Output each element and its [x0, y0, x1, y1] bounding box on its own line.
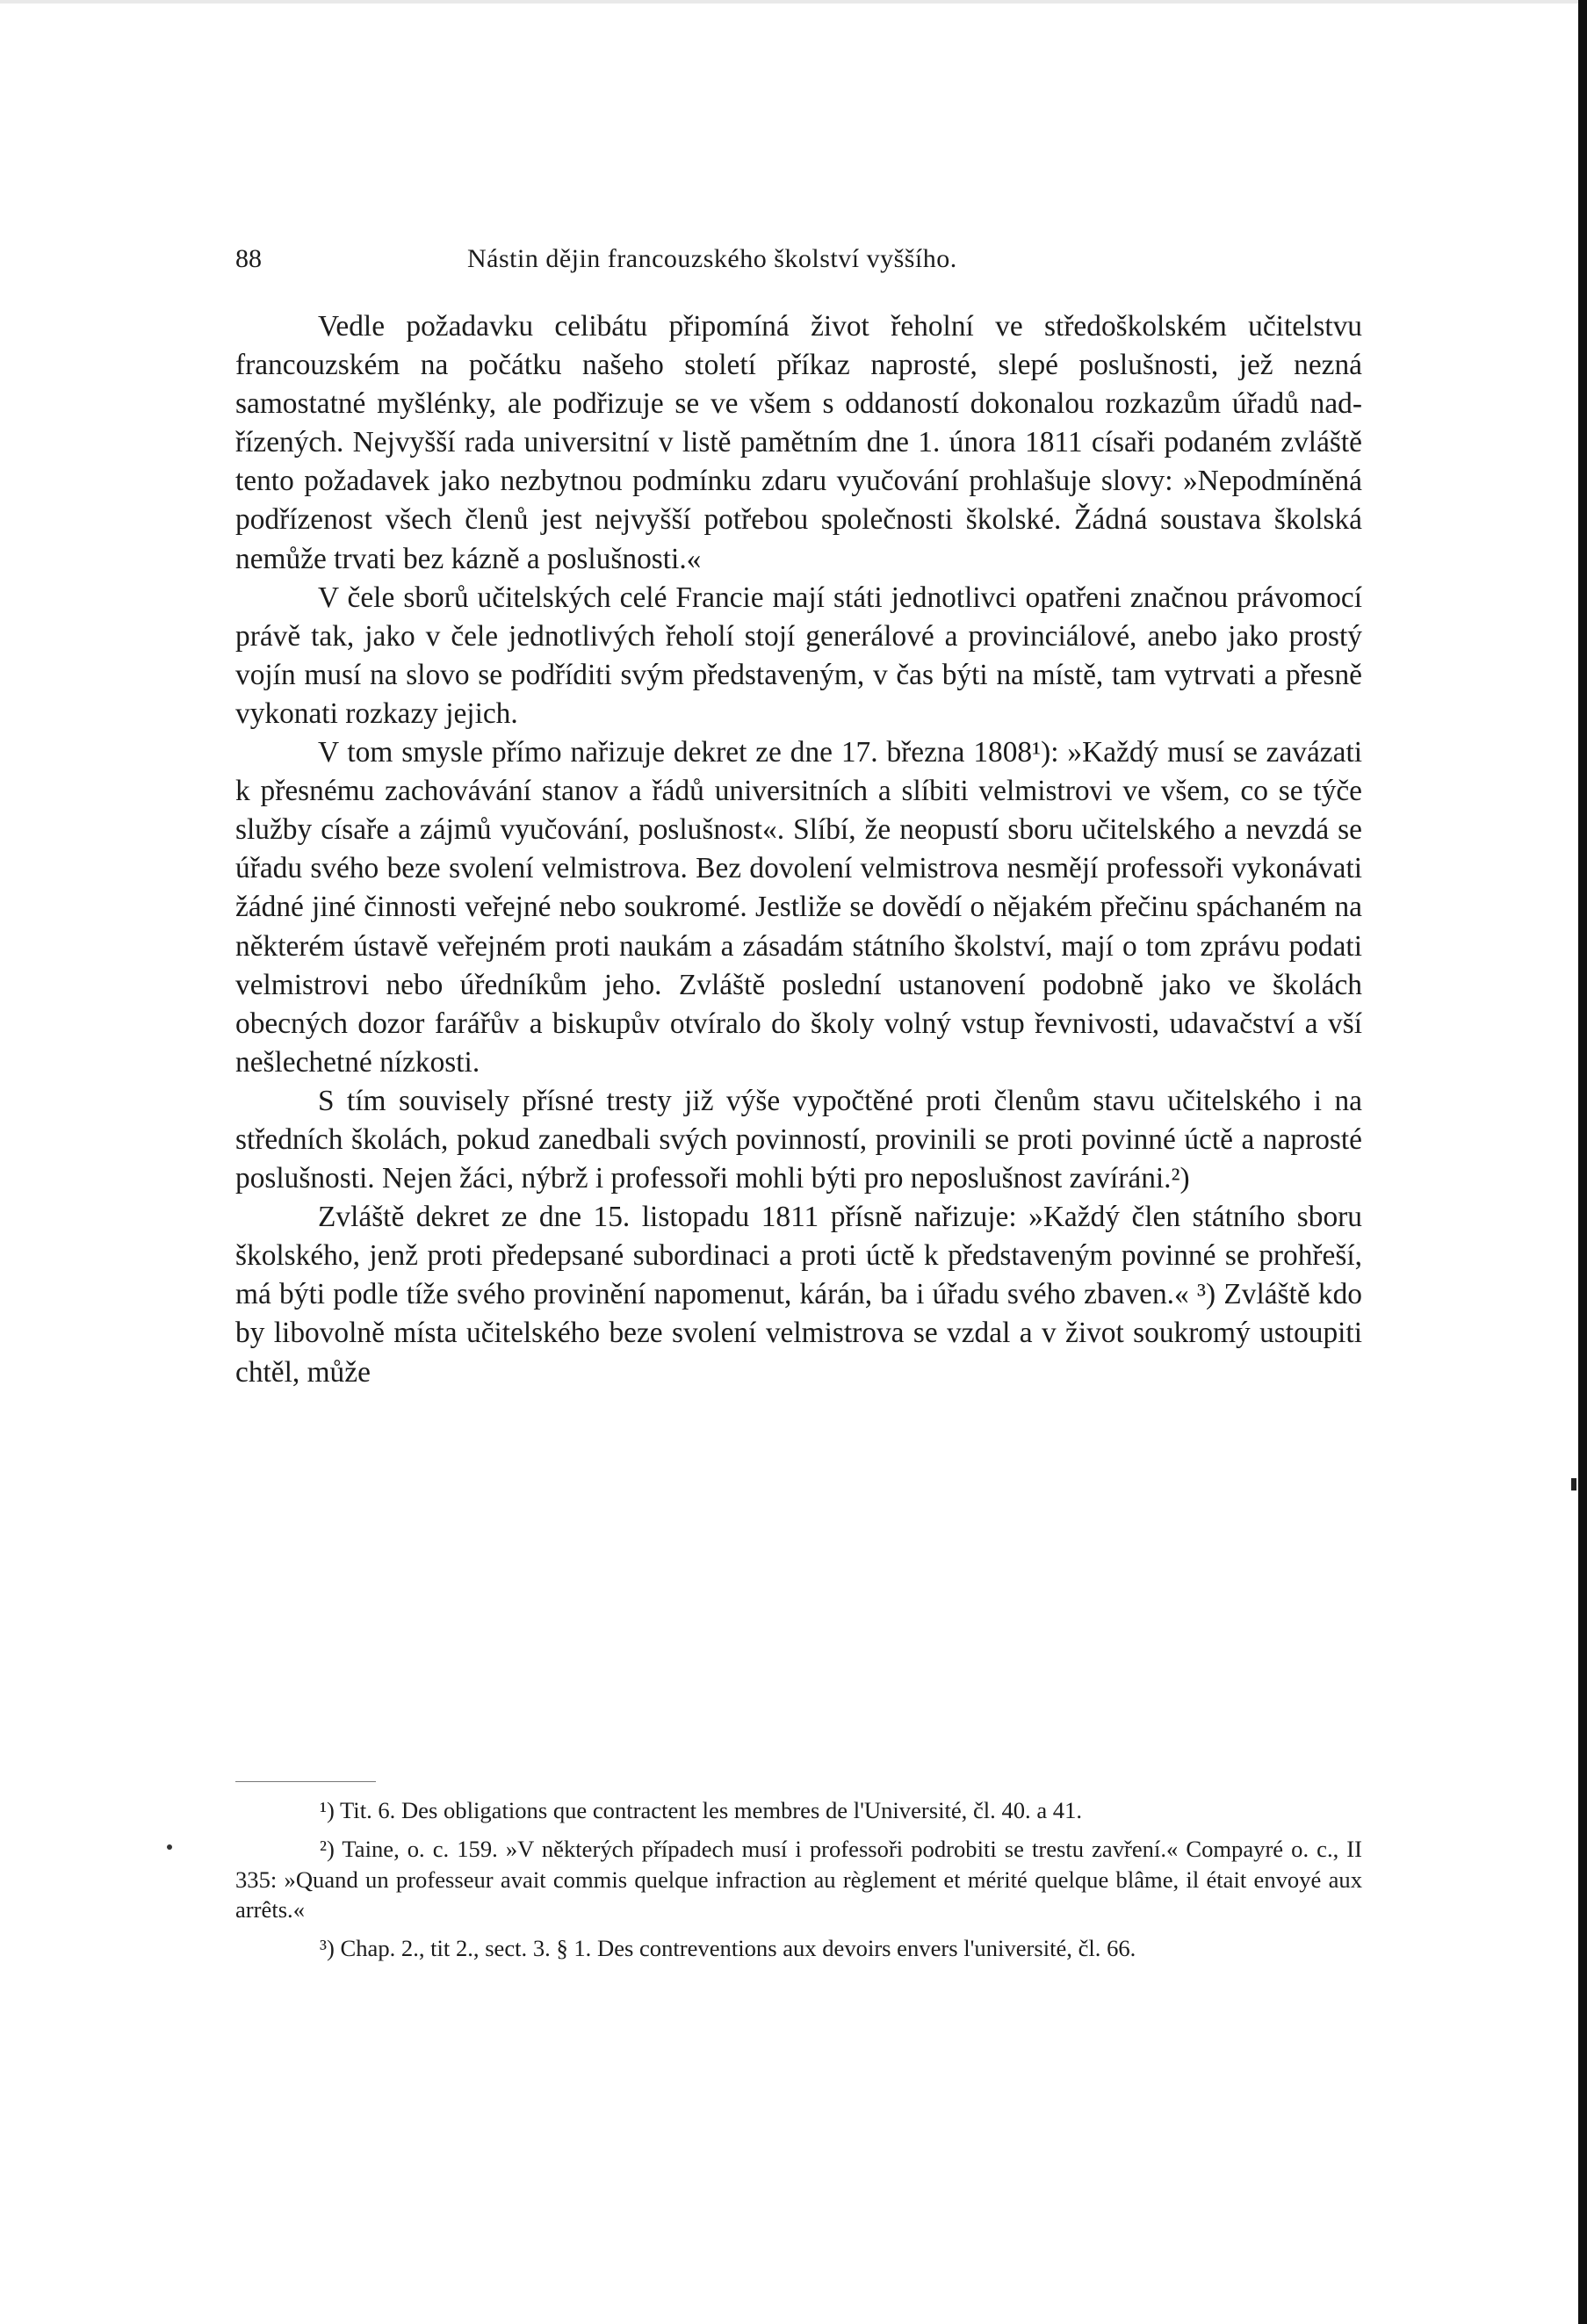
margin-dot	[167, 1844, 172, 1850]
page-number: 88	[235, 244, 262, 273]
footnotes	[235, 1795, 1362, 1972]
running-title: Nástin dějin francouzského školství vyššího.	[467, 244, 957, 273]
paragraph: S tím souvisely přísné tresty již výše vypočtěné proti členům stavu učitelského i na středních školách, pokud zanedbali svých povinností, provinili se proti povinné úctě a naprosté poslušnosti. Nejen žáci, nýbrž i professoři mohli býti pro neposlušnost zavíráni.²)	[235, 1084, 1362, 1195]
footnote: ²) Taine, o. c. 159. »V některých případech musí i professoři podrobiti se trestu zavření.« Compayré o. c., II 335: »Quand un professeur avait commis quelque infraction au règlement et mérité quelque blâme, il était envoyé aux arrêts.«	[235, 1835, 1362, 1923]
paragraph: Zvláště dekret ze dne 15. listopadu 1811 přísně nařizuje: »Každý člen státního sboru školského, jenž proti předepsané subordinaci a proti úctě k představeným povinné se prohřeší, má býti podle tíže svého provinění napomenut, kárán, ba i úřadu svého zbaven.« ³) Zvláště kdo by libovolně místa učitelského beze svolení velmistrova se vzdal a v život soukromý ustoupiti chtěl, může	[235, 1201, 1362, 1389]
footnote: ¹) Tit. 6. Des obligations que contractent les membres de l'Université, čl. 40. a 41.	[320, 1797, 1083, 1823]
paragraph: V čele sborů učitelských celé Francie mají státi jednotlivci opatřeni značnou právomocí právě tak, jako v čele jednotlivých řeholí stojí generálové a provinciálové, anebo jako prostý vojín musí na slovo se podříditi svým představeným, v čas býti na místě, tam vytrvati a přesně vykonati rozkazy jejich.	[235, 581, 1362, 730]
footnote: ³) Chap. 2., tit 2., sect. 3. § 1. Des contreventions aux devoirs envers l'université, čl. 66.	[320, 1935, 1136, 1962]
footnote-divider	[235, 1781, 376, 1782]
paragraph: Vedle požadavku celibátu připomíná život řeholní ve středoškolském učitelstvu francouzském na počátku našeho století příkaz naprosté, slepé poslušnosti, jež nezná samostatné myšlénky, ale podřizuje se ve všem s oddaností dokonalou rozkazům úřadů nadřízených. Nejvyšší rada universitní v listě pamětním dne 1. února 1811 císaři podaném zvláště tento požadavek jako nezbytnou podmínku zdaru vyučování prohlašuje slovy: »Nepodmíněná podřízenost všech členů jest nejvyšší potřebou společnosti školské. Žádná soustava školská nemůže trvati bez kázně a poslušnosti.«	[235, 310, 1362, 575]
scan-right-edge	[1578, 0, 1587, 2324]
body-text	[235, 307, 1362, 1392]
page-header	[235, 237, 1377, 281]
margin-mark	[1571, 1478, 1576, 1490]
scan-top-edge	[0, 0, 1587, 4]
paragraph: V tom smysle přímo nařizuje dekret ze dne 17. března 1808¹): »Každý musí se zavázati k přesnému zachovávání stanov a řádů universitních a slíbiti velmistrovi ve všem, co se týče služby císaře a zájmů vyučování, poslušnost«. Slíbí, že neopustí sboru učitelského a nevzdá se úřadu svého beze svolení velmistrova. Bez dovolení velmistrova nesmějí professoři vykonávati žádné jiné činnosti veřejné nebo soukromé. Jestliže se dovědí o nějakém přečinu spáchaném na některém ústavě veřejném proti naukám a zásadám státního školství, mají o tom zprávu podati velmistrovi nebo úředníkům jeho. Zvláště poslední ustanovení podobně jako ve školách obecných dozor farářův a biskupův otvíralo do školy volný vstup řevnivosti, udavačství a vší nešlechetné nízkosti.	[235, 736, 1362, 1079]
